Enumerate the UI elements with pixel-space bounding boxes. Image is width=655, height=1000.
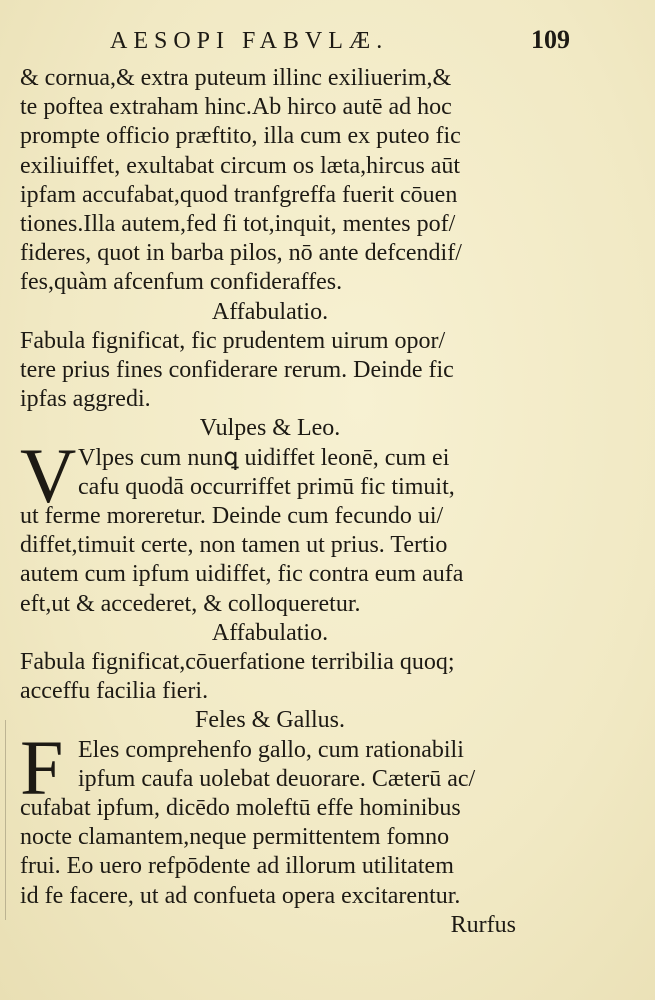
text-line: Vlpes cum nunꝗ uidiffet leonē, cum ei [78, 444, 450, 471]
text-line: Fabula fignificat,cōuerfatione terribilia quoq; [20, 649, 455, 676]
text-line: fes,quàm afcenfum confideraffes. [20, 269, 343, 296]
drop-capital: F [20, 723, 64, 811]
catchword: Rurfus [450, 911, 516, 938]
text-line: & cornua,& extra puteum illinc exiliuerim,& [20, 65, 452, 91]
text-line: Eles comprehenfo gallo, cum rationabili [78, 736, 464, 763]
margin-rule [5, 720, 6, 920]
text-block [20, 64, 520, 940]
text-line: eft,ut & accederet, & colloqueretur. [20, 590, 361, 617]
text-line: prompte officio præftito, illa cum ex puteo fic [20, 123, 461, 150]
text-line: ipfum caufa uolebat deuorare. Cæterū ac/ [78, 765, 476, 792]
text-line: exiliuiffet, exultabat circum os læta,hircus aūt [20, 152, 461, 179]
text-line: tere prius fines confiderare rerum. Deinde fic [20, 357, 454, 384]
text-line: te poftea extraham hinc.Ab hirco autē ad hoc [20, 94, 452, 121]
fable-title: Vulpes & Leo. [199, 415, 341, 442]
text-line: tiones.Illa autem,fed fi tot,inquit, mentes pof/ [20, 211, 456, 238]
text-line: frui. Eo uero refpōdente ad illorum utilitatem [20, 853, 454, 880]
fable-paragraph [20, 723, 520, 911]
text-line: ut ferme moreretur. Deinde cum fecundo ui/ [20, 503, 444, 530]
text-line: cafu quodā occurriffet primū fic timuit, [78, 473, 455, 500]
text-line: id fe facere, ut ad confueta opera excitarentur. [20, 882, 461, 909]
section-heading: Affabulatio. [211, 619, 329, 646]
text-line: acceffu facilia fieri. [20, 678, 209, 705]
text-line: fideres, quot in barba pilos, nō ante defcendif/ [20, 240, 462, 267]
running-title: AESOPI FABVLÆ. [110, 28, 389, 54]
fable-paragraph [20, 431, 520, 619]
text-line: diffet,timuit certe, non tamen ut prius. Tertio [20, 532, 448, 559]
fable-title: Feles & Gallus. [195, 707, 345, 734]
text-line: Fabula fignificat, fic prudentem uirum opor/ [20, 327, 446, 354]
section-heading: Affabulatio. [211, 298, 329, 325]
text-line: nocte clamantem,neque permittentem fomno [20, 824, 450, 851]
text-line: autem cum ipfum uidiffet, fic contra eum aufa [20, 561, 464, 588]
text-line: ipfam accufabat,quod tranfgreffa fuerit cōuen [20, 181, 458, 208]
page-number: 109 [531, 25, 570, 54]
text-line: cufabat ipfum, dicēdo moleftū effe hominibus [20, 795, 461, 822]
running-head [110, 25, 570, 62]
drop-capital: V [20, 431, 77, 519]
text-line: ipfas aggredi. [20, 386, 151, 413]
